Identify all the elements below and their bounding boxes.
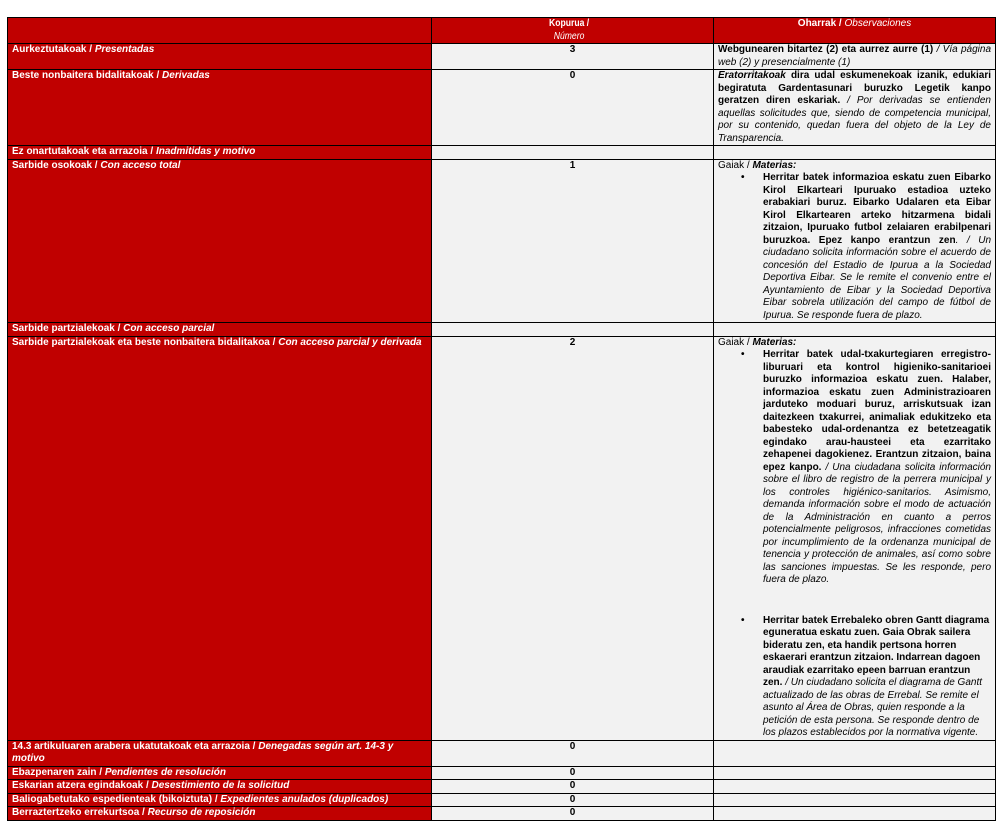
row-label: 14.3 artikuluaren arabera ukatutakoak eta arrazoia / Denegadas según art. 14-3 y motivo [8, 740, 432, 766]
row-label: Ebazpenaren zain / Pendientes de resolución [8, 766, 432, 780]
row-label: Baliogabetutako espedienteak (bikoiztuta) / Expedientes anulados (duplicados) [8, 793, 432, 807]
row-observations [714, 793, 996, 807]
table-row [8, 336, 996, 740]
row-count: 0 [432, 793, 714, 807]
table-row [8, 766, 996, 780]
row-observations [714, 323, 996, 337]
header-observations [714, 18, 996, 44]
row-observations: Gaiak / Materias: • Herritar batek udal-txakurtegiaren erregistro-liburuari eta kontrol higieniko-sanitarioei buruzko informazioa eskatu zuen. Halaber, informazioa eskatu zuen Administrazioaren jarduteko moduari buruz, arriskutsuak izan daitezkeen txakurrei, animaliak edukitzeko eta babesteko udal-ordenantza ez betetzeagatik egindako arau-hausteei eta ezarritako zehapenei dagokienez. Erantzun zitzaion, baina epez kanpo. / Una ciudadana solicita información sobre el libro de registro de la perrera municipal y los controles higiénico-sanitarios. Asimismo, demanda información sobre el modo de actuación de la Administración en cuanto a perros potencialmente peligrosos, infracciones cometidas por incumplimiento de la ordenanza municipal de tenencia y protección de animales, así como sobre las sanciones impuestas. Se les responde, pero fuera de plazo. • Herritar batek Errebaleko obren Gantt diagrama eguneratua eskatu zuen. Gaia Obrak sailera bideratu zen, eta handik pertsona horren eskaerari erantzun zitzaion. Indarrean dagoen araudiak ezarritako epeen barruan erantzun zen. / Un ciudadano solicita el diagrama de Gantt actualizado de las obras de Errebal. Se remite el asunto al Área de Obras, quien responde a la petición de esta persona. Se responde dentro de los plazos establecidos por la normativa vigente. [714, 336, 996, 740]
row-count: 0 [432, 766, 714, 780]
list-item: • Herritar batek udal-txakurtegiaren erregistro-liburuari eta kontrol higieniko-sanitarioei buruzko informazioa eskatu zuen. Halaber, informazioa eskatu zuen Administrazioaren jarduteko moduari buruz, arriskutsuak izan daitezkeen txakurrei, animaliak edukitzeko eta babesteko udal-ordenantza ez betetzeagatik egindako arau-hausteei eta ezarritako zehapenei dagokienez. Erantzun zitzaion, baina epez kanpo. / Una ciudadana solicita información sobre el libro de registro de la perrera municipal y los controles higiénico-sanitarios. Asimismo, demanda información sobre el modo de actuación de la Administración en cuanto a perros potencialmente peligrosos, infracciones cometidas por incumplimiento de la ordenanza municipal de tenencia y protección de animales, así como sobre las sanciones impuestas. Se les responde, pero fuera de plazo. [763, 349, 991, 587]
row-label: Ez onartutakoak eta arrazoia / Inadmitidas y motivo [8, 146, 432, 160]
list-item: • Herritar batek informazioa eskatu zuen Eibarko Kirol Elkarteari Ipuruako estadioa uzteko erabakiari buruz. Eibarko Udalaren eta Eibar Kirol Elkartearen arteko hitzarmena bidali zitzaion, Ipuruako futbol zelaiaren erabilpenari buruzkoa. Epez kanpo erantzun zen. / Un ciudadano solicita información sobre el acuerdo de concesión del Estadio de Ipurua a la Sociedad Deportiva Eibar. Se le remite el convenio entre el Ayuntamiento de Eibar y la Sociedad Deportiva Eibar sobrela utilización del campo de fútbol de Ipurua. Se responde fuera de plazo. [763, 172, 991, 322]
row-observations [714, 766, 996, 780]
row-label: Berraztertzeko errekurtsoa / Recurso de reposición [8, 807, 432, 821]
subject-list [718, 172, 991, 322]
table-row [8, 44, 996, 70]
row-count [432, 323, 714, 337]
row-label: Sarbide osokoak / Con acceso total [8, 159, 432, 323]
list-item: • Herritar batek Errebaleko obren Gantt diagrama eguneratua eskatu zuen. Gaia Obrak sailera bideratu zen, eta handik pertsona horren eskaerari erantzun zitzaion. Indarrean dagoen araudiak ezarritako epeen barruan erantzun zen. / Un ciudadano solicita el diagrama de Gantt actualizado de las obras de Errebal. Se remite el asunto al Área de Obras, quien responde a la petición de esta persona. Se responde dentro de los plazos establecidos por la normativa vigente. [763, 615, 991, 740]
header-obs-eu: Oharrak / [797, 18, 842, 29]
header-count-es: Número [553, 30, 585, 42]
row-observations [714, 780, 996, 794]
row-observations [714, 807, 996, 821]
table-header [8, 18, 996, 44]
row-label: Beste nonbaitera bidalitakoak / Derivadas [8, 70, 432, 146]
row-observations: Webgunearen bitartez (2) eta aurrez aurre (1) / Vía página web (2) y presencialmente (1) [714, 44, 996, 70]
row-observations [714, 146, 996, 160]
table-row [8, 70, 996, 146]
table-row [8, 159, 996, 323]
header-label [8, 18, 432, 44]
table-row [8, 146, 996, 160]
row-observations: Gaiak / Materias: • Herritar batek informazioa eskatu zuen Eibarko Kirol Elkarteari Ipuruako estadioa uzteko erabakiari buruz. Eibarko Udalaren eta Eibar Kirol Elkartearen arteko hitzarmena bidali zitzaion, Ipuruako futbol zelaiaren erabilpenari buruzkoa. Epez kanpo erantzun zen. / Un ciudadano solicita información sobre el acuerdo de concesión del Estadio de Ipurua a la Sociedad Deportiva Eibar. Se le remite el convenio entre el Ayuntamiento de Eibar y la Sociedad Deportiva Eibar sobrela utilización del campo de fútbol de Ipurua. Se responde fuera de plazo. [714, 159, 996, 323]
row-label: Eskarian atzera egindakoak / Desestimiento de la solicitud [8, 780, 432, 794]
row-count: 0 [432, 807, 714, 821]
row-count [432, 146, 714, 160]
row-count: 2 [432, 336, 714, 740]
header-count [432, 18, 714, 44]
header-count-eu: Kopurua / [549, 18, 590, 29]
table-row [8, 323, 996, 337]
table-row [8, 793, 996, 807]
header-obs-es: Observaciones [844, 18, 912, 29]
row-observations: Eratorritakoak dira udal eskumenekoak izanik, edukiari begiratuta Gardentasunari buruzko Legetik kanpo geratzen diren eskariak. / Por derivadas se entienden aquellas solicitudes que, siendo de competencia municipal, por su contenido, quedan fuera del objeto de la Ley de Transparencia. [714, 70, 996, 146]
table-row [8, 780, 996, 794]
row-label: Sarbide partzialekoak / Con acceso parcial [8, 323, 432, 337]
row-observations [714, 740, 996, 766]
table-row [8, 740, 996, 766]
requests-table [7, 17, 996, 821]
row-count: 0 [432, 740, 714, 766]
row-count: 3 [432, 44, 714, 70]
table-row [8, 807, 996, 821]
row-label: Aurkeztutakoak / Presentadas [8, 44, 432, 70]
row-count: 1 [432, 159, 714, 323]
row-count: 0 [432, 70, 714, 146]
row-label: Sarbide partzialekoak eta beste nonbaitera bidalitakoa / Con acceso parcial y derivada [8, 336, 432, 740]
subject-list [718, 349, 991, 740]
row-count: 0 [432, 780, 714, 794]
